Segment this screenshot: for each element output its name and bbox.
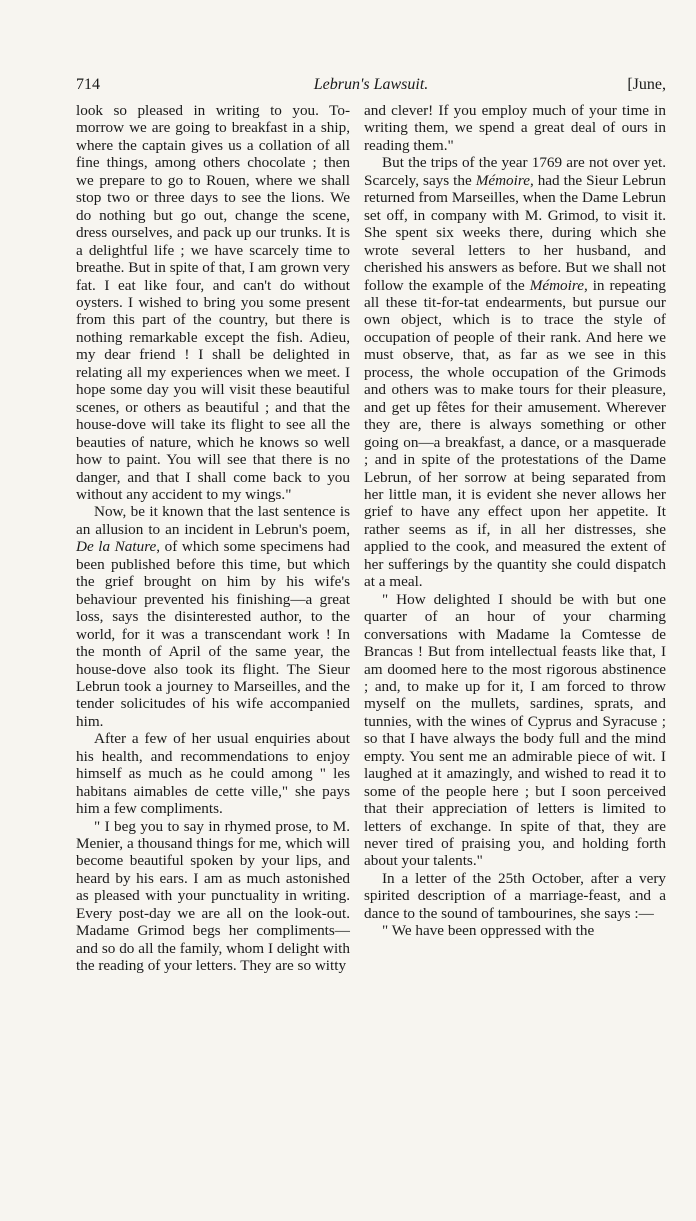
paragraph-continued: look so pleased in writing to you. To-morrow we are going to breakfast in a ship, where the captain gives us a collation of all fine things, among others chocolate ; then we prepare to go to Rouen, where we shall stop two or three days to see the lions. We do nothing but go out, change the scene, dress ourselves, and pack up our trunks. It is a delightful life ; we have scarcely time to breathe. But in spite of that, I am grown very fat. I eat like four, and can't do without oysters. I wished to bring you some present from this part of the country, but there is nothing remarkable except the fish. Adieu, my dear friend ! I shall be delighted in relating all my experiences when we meet. I hope some day you will visit these beautiful scenes, or others as beautiful ; and that the house-dove will take its flight to see all the beauties of nature, which he knows so well how to paint. You will see that there is no danger, and that I shall come back to you without any accident to my wings." [76,102,350,503]
left-column [76,102,350,975]
paragraph: In a letter of the 25th October, after a very spirited description of a marriage-feast, and a dance to the sound of tambourines, she says :— [364,869,666,922]
page-number: 714 [76,76,100,93]
page-header [76,76,666,98]
quoted-letter: " How delighted I should be with but one quarter of an hour of your charming conversations with Madame la Comtesse de Brancas ! But from intellectual feasts like that, I am doomed here to the most rigorous abstinence ; and, to make up for it, I am forced to throw myself on the mullets, sardines, sprats, and tunnies, with the wines of Cyprus and Syracuse ; so that I have always the body full and the mind empty. You sent me an admirable piece of wit. I laughed at it amazingly, and wished to read it to some of the people here ; but I soon perceived that their appreciation of letters is limited to letters of exchange. In spite of that, they are never tired of praising you, and holding forth about your talents." [364,590,666,870]
running-title: Lebrun's Lawsuit. [313,76,429,93]
quoted-letter: " I beg you to say in rhymed prose, to M. Menier, a thousand things for me, which will become beautiful spoken by your lips, and heard by his ears. I am as much astonished as pleased with your punctuality in writing. Every post-day we are all on the look-out. Madame Grimod begs her compliments—and so do all the family, whom I delight with the reading of your letters. They are so witty [76,817,350,975]
column-gutter [357,102,358,1092]
quoted-letter: " We have been oppressed with the [382,922,595,940]
right-column [364,102,666,940]
paragraph: But the trips of the year 1769 are not over yet. Scarcely, says the Mémoire, had the Sieur Lebrun returned from Marseilles, when the Dame Lebrun set off, in company with M. Grimod, to visit it. She spent six weeks there, during which she wrote several letters to her husband, and cherished his answers as before. But we shall not follow the example of the Mémoire, in repeating all these tit-for-tat endearments, but pursue our own object, which is to trace the style of occupation of people of their rank. And here we must observe, that, as far as we see in this process, the whole occupation of the Grimods and others was to make tours for their pleasure, and get up fêtes for their amusement. Wherever they are, there is always something or other going on—a breakfast, a dance, or a masquerade ; and in spite of the protestations of the Dame Lebrun, of her sorrow at being separated from her little man, it is evident she never allows her grief to have any effect upon her appetite. It rather seems as if, in all her distresses, she applied to the cook, and measured the extent of her sufferings by the quantity she could dispatch at a meal. [364,154,666,591]
paragraph: After a few of her usual enquiries about his health, and recommendations to enjoy himself as much as he could among " les habitans aimables de cette ville," she pays him a few compliments. [76,730,350,818]
running-month: [June, [627,76,666,93]
paragraph: Now, be it known that the last sentence is an allusion to an incident in Lebrun's poem, De la Nature, of which some specimens had been published before this time, but which the grief brought on him by his wife's behaviour prevented his finishing—a great loss, says the disinterested author, to the world, for it was a transcendant work ! In the month of April of the same year, the house-dove also took its flight. The Sieur Lebrun took a journey to Marseilles, and the tender solicitudes of his wife accompanied him. [76,503,350,730]
paragraph-continued: and clever! If you employ much of your time in writing them, we spend a great deal of ours in reading them." [364,102,666,154]
